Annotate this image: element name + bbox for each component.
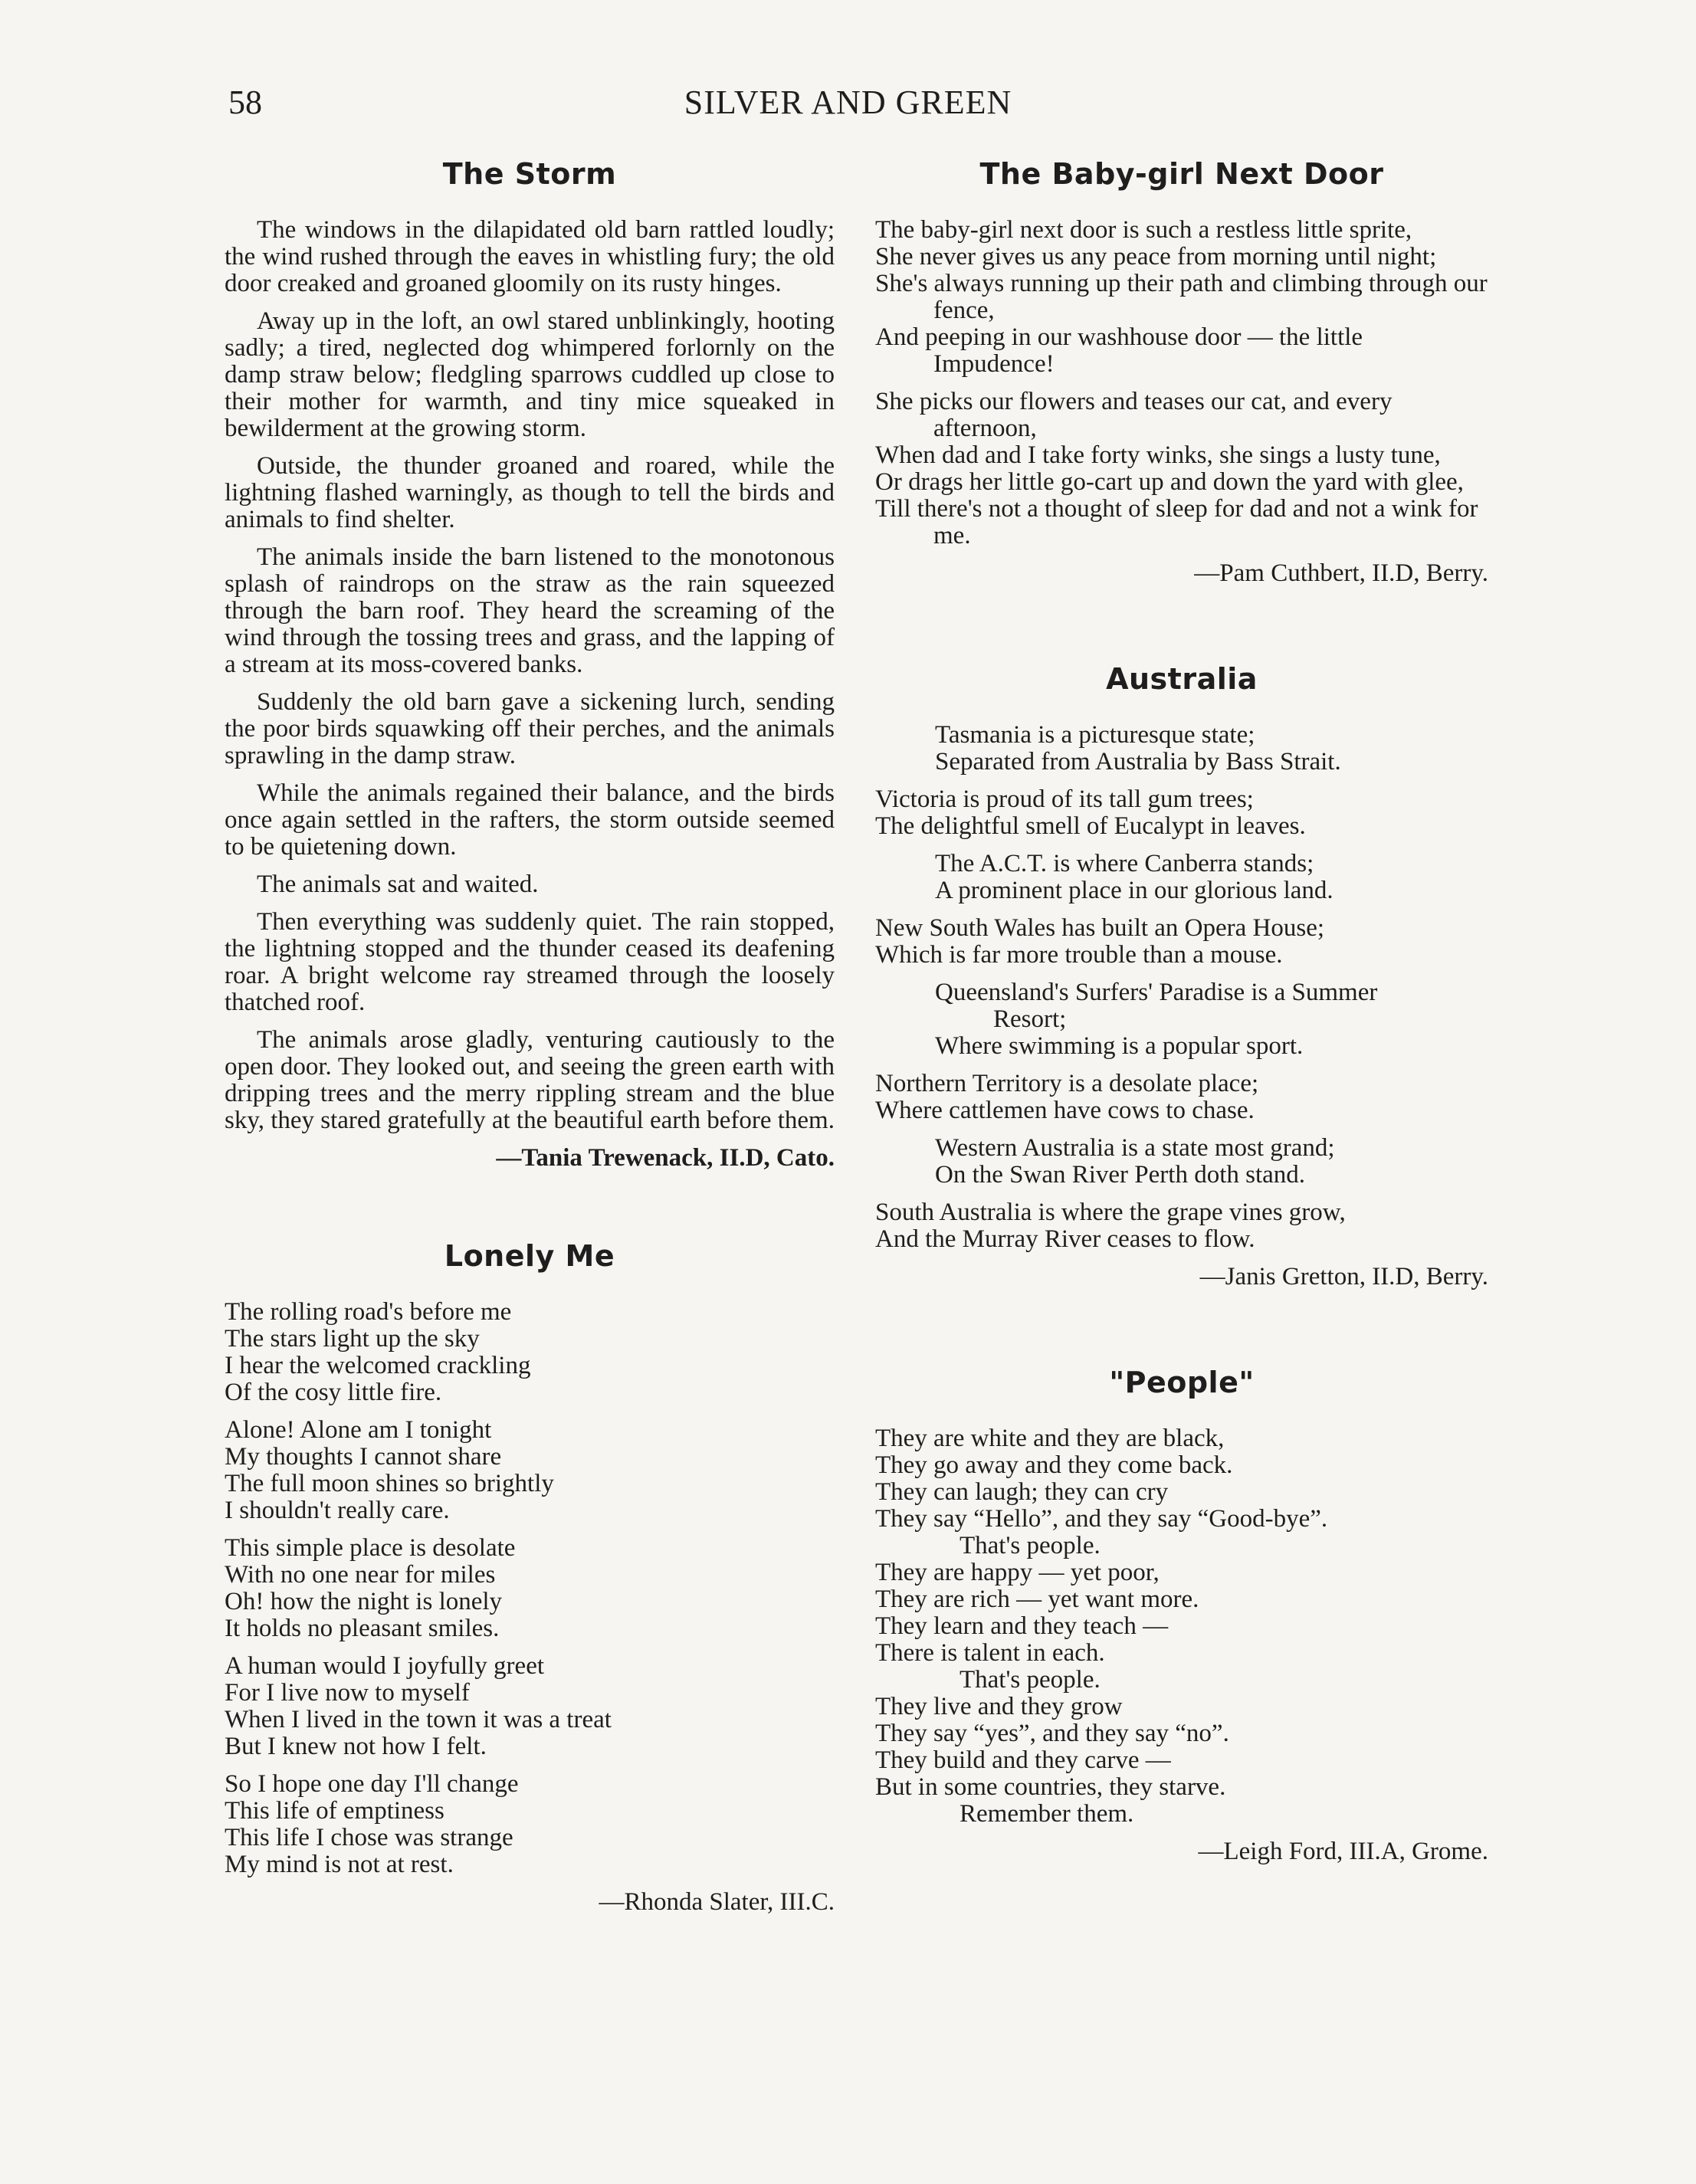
poem-line: So I hope one day I'll change	[225, 1770, 519, 1798]
poem-people	[875, 1366, 1488, 1865]
poem-refrain: That's people.	[960, 1666, 1101, 1694]
poem-line: They are white and they are black,	[875, 1425, 1225, 1452]
poem-line: It holds no pleasant smiles.	[225, 1615, 500, 1642]
stanza	[225, 1653, 835, 1760]
poem-line: Separated from Australia by Bass Strait.	[935, 748, 1341, 776]
poem-line: My mind is not at rest.	[225, 1851, 454, 1878]
poem-line: The A.C.T. is where Canberra stands;	[935, 850, 1314, 877]
poem-line: I shouldn't really care.	[225, 1497, 450, 1524]
poem-line: Which is far more trouble than a mouse.	[875, 941, 1283, 969]
byline: —Tania Trewenack, II.D, Cato.	[496, 1144, 835, 1172]
poem-line: South Australia is where the grape vines grow,	[875, 1199, 1346, 1226]
poem-line: With no one near for miles	[225, 1561, 496, 1589]
poem-title: "People"	[1109, 1366, 1255, 1399]
poem-line: They are happy — yet poor,	[875, 1559, 1160, 1586]
stanza	[875, 722, 1488, 776]
poem-line: Alone! Alone am I tonight	[225, 1416, 492, 1444]
poem-line: The baby-girl next door is such a restless little sprite,	[875, 216, 1412, 244]
story-paragraph: Then everything was suddenly quiet. The rain stopped, the lightning stopped and the thunder ceased its deafening roar. A bright welcome ray streamed through the loosely thatched roof.	[225, 908, 835, 1016]
story-paragraph: The animals inside the barn listened to the monotonous splash of raindrops on the straw as the rain squeezed through the barn roof. They heard the screaming of the wind through the tossing trees and grass, and the lapping of a stream at its moss-covered banks.	[225, 543, 835, 678]
stanza	[875, 1199, 1488, 1253]
story-paragraph: The animals arose gladly, venturing cautiously to the open door. They looked out, and seeing the green earth with dripping trees and the merry rippling stream and the blue sky, they stared gratefully at the beautiful earth before them.	[225, 1026, 835, 1134]
poem-line: She never gives us any peace from morning until night;	[875, 243, 1437, 271]
page-header	[0, 83, 1696, 129]
poem-line: And the Murray River ceases to flow.	[875, 1225, 1255, 1253]
poem-line: They build and they carve —	[875, 1746, 1171, 1774]
stanza	[875, 851, 1488, 904]
poem-line: Victoria is proud of its tall gum trees;	[875, 785, 1254, 813]
poem-line: A human would I joyfully greet	[225, 1652, 545, 1680]
poem-line: Oh! how the night is lonely	[225, 1588, 503, 1615]
stanza	[875, 1135, 1488, 1189]
story-paragraph: Suddenly the old barn gave a sickening lurch, sending the poor birds squawking off their perches, and the animals sprawling in the damp straw.	[225, 688, 835, 769]
poem-line: And peeping in our washhouse door — the little Impudence!	[875, 323, 1363, 378]
story-paragraph: While the animals regained their balance, and the birds once again settled in the rafters, the storm outside seemed to be quietening down.	[225, 779, 835, 861]
poem-line: Western Australia is a state most grand;	[935, 1134, 1335, 1162]
poem-line: They go away and they come back.	[875, 1451, 1233, 1479]
poem-line: Or drags her little go-cart up and down the yard with glee,	[875, 468, 1464, 496]
stanza	[225, 1417, 835, 1524]
stanza	[875, 389, 1488, 549]
poem-line: Tasmania is a picturesque state;	[935, 721, 1255, 749]
poem-line: New South Wales has built an Opera House;	[875, 914, 1325, 942]
poem-lonely-me	[225, 1239, 835, 1916]
poem-title: Lonely Me	[444, 1239, 615, 1273]
story-title: The Storm	[442, 157, 617, 191]
poem-line: There is talent in each.	[875, 1639, 1105, 1667]
byline: —Janis Gretton, II.D, Berry.	[1199, 1263, 1488, 1290]
poem-line: A prominent place in our glorious land.	[935, 877, 1334, 904]
poem-line: She's always running up their path and climbing through our fence,	[875, 270, 1488, 324]
poem-line: My thoughts I cannot share	[225, 1443, 502, 1471]
poem-line: The rolling road's before me	[225, 1298, 512, 1326]
stanza	[225, 1299, 835, 1406]
poem-line: This life I chose was strange	[225, 1824, 513, 1851]
story-the-storm	[225, 157, 835, 1172]
poem-line: Of the cosy little fire.	[225, 1379, 442, 1406]
poem-line: The full moon shines so brightly	[225, 1470, 554, 1497]
poem-title: Australia	[1106, 662, 1258, 696]
poem-line: Resort;	[993, 1005, 1067, 1033]
poem-line: This life of emptiness	[225, 1797, 445, 1825]
stanza	[875, 786, 1488, 840]
poem-line: They can laugh; they can cry	[875, 1478, 1169, 1506]
right-column	[875, 157, 1488, 1865]
poem-line: But in some countries, they starve.	[875, 1773, 1226, 1801]
poem-line: I hear the welcomed crackling	[225, 1352, 531, 1379]
stanza	[875, 1071, 1488, 1124]
poem-line: Northern Territory is a desolate place;	[875, 1070, 1259, 1097]
poem-line: She picks our flowers and teases our cat, and every afternoon,	[875, 388, 1393, 442]
poem-australia	[875, 662, 1488, 1290]
poem-line: Till there's not a thought of sleep for dad and not a wink for me.	[875, 495, 1478, 549]
poem-line: On the Swan River Perth doth stand.	[935, 1161, 1306, 1189]
left-column	[225, 157, 835, 1916]
poem-line: They say “Hello”, and they say “Good-bye”.	[875, 1505, 1328, 1533]
poem-line: They learn and they teach —	[875, 1612, 1169, 1640]
poem-title: The Baby-girl Next Door	[979, 157, 1384, 191]
page-number: 58	[228, 84, 262, 121]
poem-line: This simple place is desolate	[225, 1534, 516, 1562]
poem-refrain: That's people.	[960, 1532, 1101, 1559]
stanza	[875, 915, 1488, 969]
poem-line: Queensland's Surfers' Paradise is a Summer	[935, 979, 1378, 1006]
story-paragraph: Away up in the loft, an owl stared unblinkingly, hooting sadly; a tired, neglected dog whimpered forlornly on the damp straw below; fledgling sparrows cuddled up close to their mother for warmth, and tiny mice squeaked in bewilderment at the growing storm.	[225, 307, 835, 442]
byline: —Rhonda Slater, III.C.	[599, 1888, 835, 1916]
poem-line: They live and they grow	[875, 1693, 1123, 1720]
stanza	[875, 217, 1488, 378]
stanza	[875, 979, 1488, 1060]
byline: —Leigh Ford, III.A, Grome.	[1198, 1838, 1488, 1865]
poem-line: Where swimming is a popular sport.	[935, 1032, 1304, 1060]
poem-line: But I knew not how I felt.	[225, 1733, 487, 1760]
poem-line: When dad and I take forty winks, she sings a lusty tune,	[875, 441, 1441, 469]
poem-line: They are rich — yet want more.	[875, 1586, 1199, 1613]
stanza	[225, 1535, 835, 1642]
poem-line: For I live now to myself	[225, 1679, 470, 1707]
byline: —Pam Cuthbert, II.D, Berry.	[1194, 559, 1488, 587]
poem-baby-girl-next-door	[875, 157, 1488, 587]
story-paragraph: The windows in the dilapidated old barn rattled loudly; the wind rushed through the eaves in whistling fury; the old door creaked and groaned gloomily on its rusty hinges.	[225, 216, 835, 297]
stanza	[225, 1771, 835, 1878]
poem-line: When I lived in the town it was a treat	[225, 1706, 612, 1733]
story-paragraph: Outside, the thunder groaned and roared, while the lightning flashed warningly, as though to tell the birds and animals to find shelter.	[225, 452, 835, 533]
story-paragraph: The animals sat and waited.	[257, 871, 539, 898]
poem-line: The delightful smell of Eucalypt in leaves.	[875, 812, 1306, 840]
stanza	[875, 1425, 1488, 1828]
poem-refrain: Remember them.	[960, 1800, 1134, 1828]
poem-line: Where cattlemen have cows to chase.	[875, 1097, 1255, 1124]
poem-line: They say “yes”, and they say “no”.	[875, 1720, 1229, 1747]
poem-line: The stars light up the sky	[225, 1325, 480, 1353]
running-title: SILVER AND GREEN	[684, 84, 1012, 121]
